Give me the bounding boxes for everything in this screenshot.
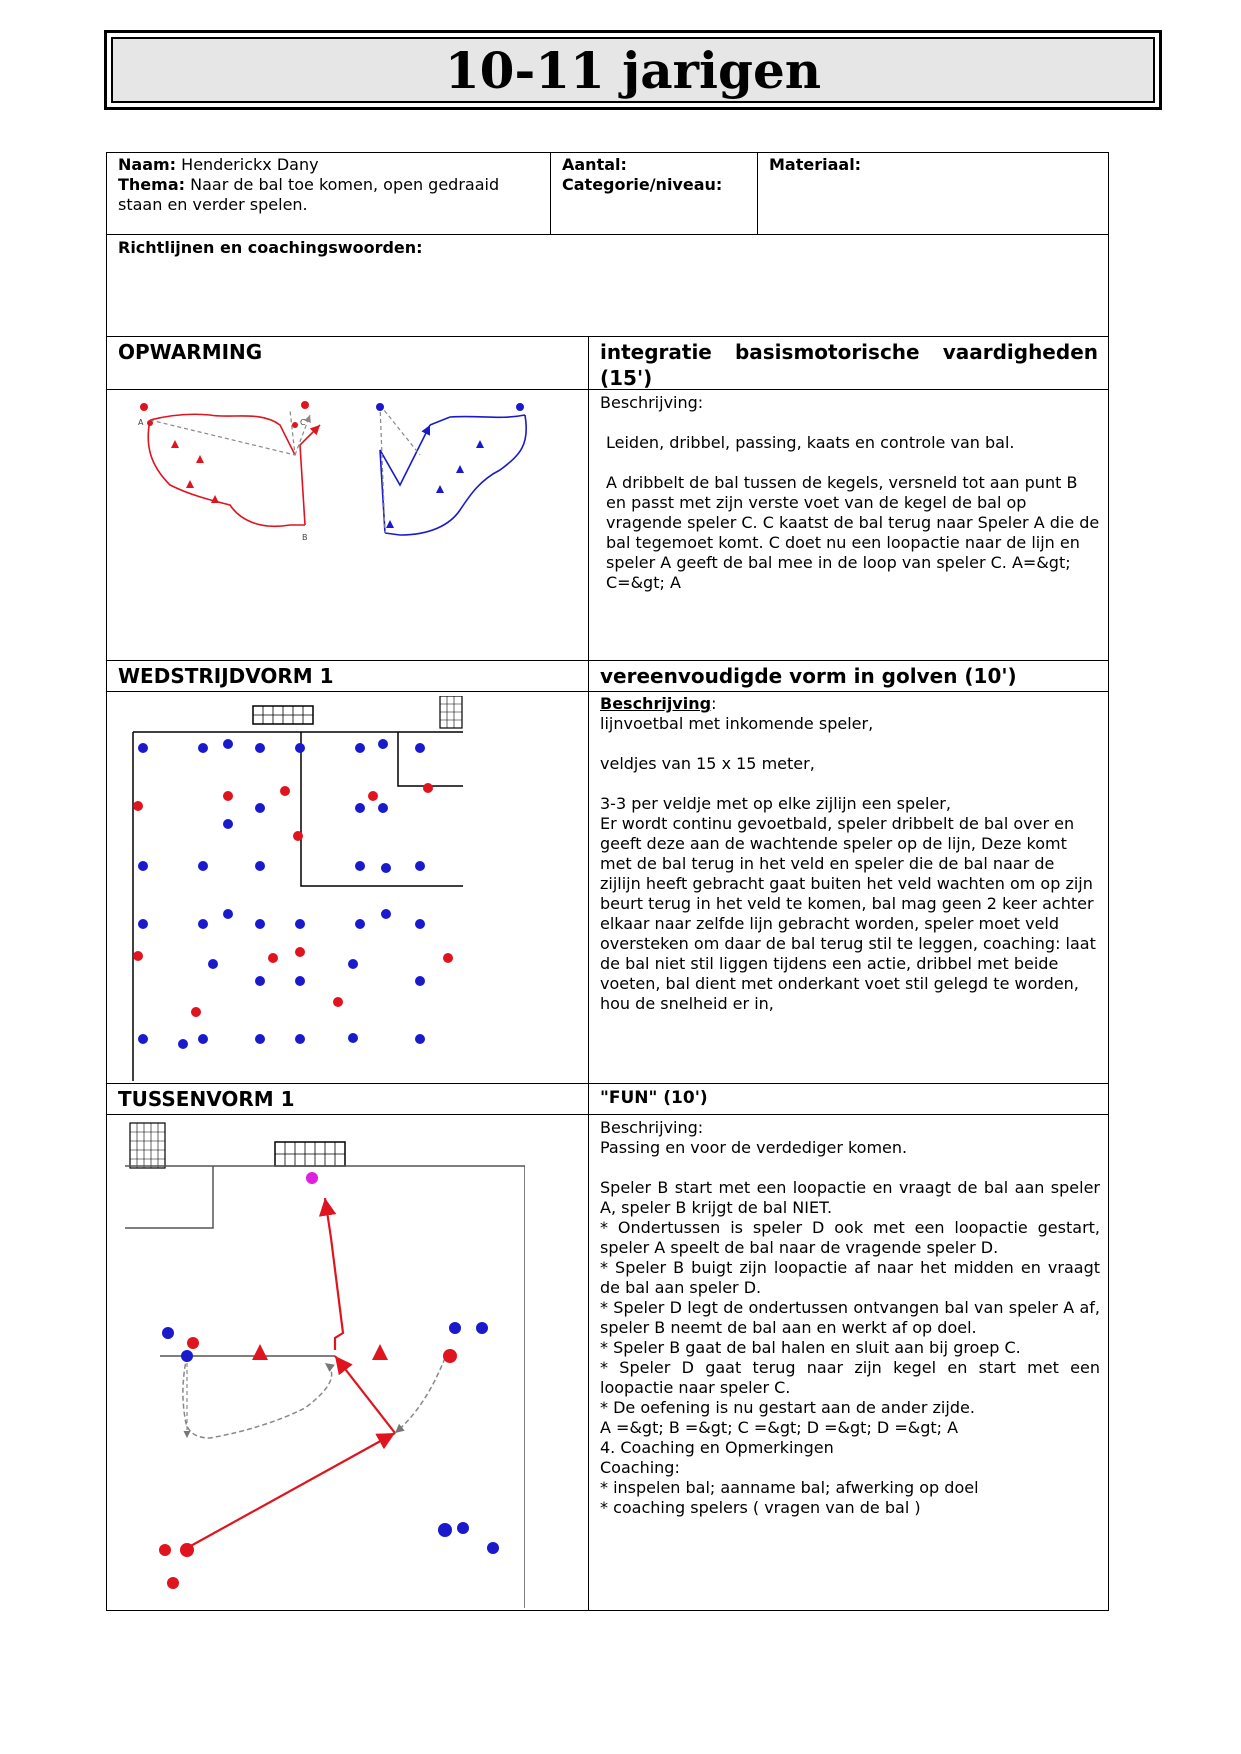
red-cone-dot [443,1349,457,1363]
wedstrijdvorm-heading: WEDSTRIJDVORM 1 [118,664,334,688]
grey-run-path [183,1356,332,1438]
red-cone-dot [292,422,298,428]
red-cone [252,1344,268,1360]
grey-run-path-2 [395,1358,445,1433]
row-divider [106,691,1109,692]
aantal-label: Aantal: [562,155,627,174]
tussenvorm-subheading: "FUN" (10') [600,1088,708,1108]
col-divider [550,152,551,234]
info-aantal [562,155,752,195]
opwarming-desc-body: A dribbelt de bal tussen de kegels, versneld tot aan punt B en passt met zijn verste voet van de kegel de bal op vragende speler C. C kaatst de bal terug naar Speler A die de bal tegemoet komt. C doet nu een loopactie naar de lijn en speler A geeft de bal mee in de loop van speler C. A=&gt; C=&gt; A [606,473,1100,592]
red-pass-arrow [300,425,320,525]
row-divider [106,1114,1109,1115]
col-divider [588,336,589,1611]
row-divider [106,1083,1109,1084]
blue-cone [456,465,464,473]
info-naam-thema [118,155,543,215]
red-cone [196,455,204,463]
wedstrijdvorm-desc-label: Beschrijving [600,694,712,713]
blue-cone [436,485,444,493]
thema-value: Naar de bal toe komen, open gedraaid staan en verder spelen. [118,175,500,214]
blue-cone-dot [181,1350,193,1362]
blue-players [178,739,391,1049]
row-divider [106,234,1109,235]
wedstrijdvorm-desc-p1: lijnvoetbal met inkomende speler, [600,714,874,733]
opwarming-description [600,393,1100,593]
opwarming-subheading: integratie basismotorische vaardigheden (15') [600,340,1098,390]
blue-player [376,403,384,411]
red-cone-dot [180,1543,194,1557]
opwarming-heading: OPWARMING [118,340,263,364]
blue-player [516,403,524,411]
opwarming-diagram [130,395,570,570]
red-pass-arrow-2 [335,1356,395,1433]
red-player [159,1544,171,1556]
title-box [104,30,1162,110]
col-divider [757,152,758,234]
red-cone [372,1344,388,1360]
row-divider [106,336,1109,337]
richtlijnen-label: Richtlijnen en coachingswoorden: [118,238,423,257]
blue-player [457,1522,469,1534]
blue-player [449,1322,461,1334]
tussenvorm-heading: TUSSENVORM 1 [118,1087,295,1111]
field-lines [133,732,463,1081]
wedstrijdvorm-desc-p2: veldjes van 15 x 15 meter, [600,754,815,773]
page-title: 10-11 jarigen [111,37,1155,103]
red-dribble-path [148,414,305,526]
field-lines [125,1166,525,1608]
wedstrijdvorm-subheading: vereenvoudigde vorm in golven (10') [600,664,1017,688]
wedstrijdvorm-diagram [128,696,473,1081]
table-border-top [106,152,1109,153]
red-players [133,783,453,1017]
info-materiaal [769,155,1099,175]
label-c: C [300,418,306,427]
red-cone [186,480,194,488]
red-player [301,401,309,409]
blue-cone [386,520,394,528]
table-border-left [106,152,107,1611]
blue-pass-arrow [380,425,430,533]
opwarming-desc-label: Beschrijving: [600,393,704,412]
red-run-arrow [325,1198,343,1350]
red-player [167,1577,179,1589]
red-player [140,403,148,411]
wedstrijdvorm-description: Beschrijving: lijnvoetbal met inkomende speler, veldjes van 15 x 15 meter, 3-3 per veldje met op elke zijlijn een speler, Er wordt continu gevoetbald, speler dribbelt de bal over en geeft deze aan de wachtende speler op de lijn, Deze komt met de bal terug in het veld en speler die de bal naar de zijlijn heeft gebracht gaat buiten het veld wachten om op zijn beurt terug in het veld te komen, bal mag geen 2 keer achter elkaar naar zelfde lijn gebracht worden, speler moet veld oversteken om daar de bal terug stil te leggen, coaching: laat de bal niet stil liggen tijdens een actie, dribbel met beide voeten, bal dient met onderkant voet stil gelegd te worden, hou de snelheid er in, [600,694,1100,1014]
table-border-bottom [106,1610,1109,1611]
label-b: B [302,533,308,542]
categorie-label: Categorie/niveau: [562,175,723,194]
blue-dribble-path [385,415,526,535]
blue-cone-dot [438,1523,452,1537]
thema-label: Thema: [118,175,186,194]
tussenvorm-diagram [125,1118,525,1608]
red-pass-arrow [187,1433,395,1548]
label-a: A [138,418,144,427]
table-border-right [1108,152,1109,1611]
red-cone-dot [147,420,153,426]
corner-goal [130,1123,165,1168]
red-cone [171,440,179,448]
wedstrijdvorm-desc-p3: 3-3 per veldje met op elke zijlijn een speler, Er wordt continu gevoetbald, speler dribbelt de bal over en geeft deze aan de wachtende speler op de lijn, Deze komt met de bal terug in het veld en speler die de bal naar de zijlijn heeft gebracht gaat buiten het veld wachten om op zijn beurt terug in het veld te komen, bal mag geen 2 keer achter elkaar naar zelfde lijn gebracht worden, speler moet veld oversteken om daar de bal terug stil te leggen, coaching: laat de bal niet stil liggen tijdens een actie, dribbel met beide voeten, bal dient met onderkant voet stil gelegd te worden, hou de snelheid er in, [600,794,1096,1013]
naam-value: Henderickx Dany [181,155,319,174]
blue-player [162,1327,174,1339]
row-divider [106,660,1109,661]
red-cone [211,495,219,503]
grey-pass-line [380,405,420,533]
blue-cone [476,440,484,448]
materiaal-label: Materiaal: [769,155,862,174]
blue-player [487,1542,499,1554]
goalkeeper [306,1172,318,1184]
naam-label: Naam: [118,155,177,174]
opwarming-desc-line1: Leiden, dribbel, passing, kaats en controle van bal. [606,433,1015,452]
red-player [187,1337,199,1349]
blue-player [476,1322,488,1334]
tussenvorm-description: Beschrijving: Passing en voor de verdediger komen. Speler B start met een loopactie en vraagt de bal aan speler A, speler B krijgt de bal NIET. * Ondertussen is speler D ook met een loopactie gestart, speler A speelt de bal naar de vragende speler D. * Speler B buigt zijn loopactie af naar het midden en vraagt de bal aan speler D. * Speler D legt de ondertussen ontvangen bal van speler A af, speler B neemt de bal aan en werkt af op doel. * Speler B gaat de bal halen en sluit aan bij groep C. * Speler D gaat terug naar zijn kegel en start met een loopactie naar speler C. * De oefening is nu gestart aan de ander zijde. A =&gt; B =&gt; C =&gt; D =&gt; D =&gt; A 4. Coaching en Opmerkingen Coaching: * inspelen bal; aanname bal; afwerking op doel * coaching spelers ( vragen van de bal ) [600,1118,1100,1517]
